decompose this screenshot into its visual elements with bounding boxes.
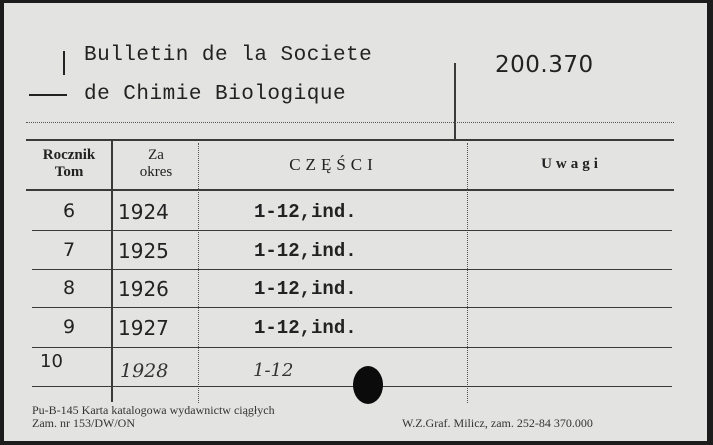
row-rule	[32, 269, 672, 270]
czesci-cell: 1-12,ind.	[254, 240, 357, 262]
col-separator-2	[198, 143, 199, 403]
year-cell: 1927	[118, 316, 169, 340]
row-rule	[32, 230, 672, 231]
row-rule	[32, 386, 672, 387]
corner-mark-vertical	[63, 51, 65, 75]
header-okres: okres	[139, 164, 173, 180]
table-top-rule	[26, 139, 674, 141]
header-za: Za	[148, 147, 164, 163]
row-rule	[32, 347, 672, 348]
tom-cell: 6	[62, 200, 76, 222]
footer-printer: W.Z.Graf. Milicz, zam. 252-84 370.000	[402, 416, 593, 430]
header-rocznik: Rocznik	[42, 147, 96, 163]
year-cell: 1926	[118, 277, 169, 301]
punch-hole	[353, 366, 383, 404]
czesci-cell: 1-12,ind.	[254, 278, 357, 300]
col-separator-3	[467, 143, 468, 403]
tom-cell: 9	[62, 316, 76, 338]
title-line-2: de Chimie Biologique	[84, 83, 347, 106]
row-rule	[32, 307, 672, 308]
header-bottom-rule	[26, 189, 674, 191]
title-underline	[26, 122, 674, 123]
header-czesci: CZĘŚCI	[289, 155, 378, 174]
czesci-cell: 1-12,ind.	[254, 201, 357, 223]
footer-form-number: Pu-B-145 Karta katalogowa wydawnictw ciągłych	[32, 403, 275, 417]
shelfmark: 200.370	[495, 52, 594, 78]
header-za-okres	[113, 147, 199, 181]
catalog-card	[4, 3, 707, 441]
czesci-cell: 1-12,ind.	[254, 317, 357, 339]
tom-cell: 10	[40, 351, 63, 372]
corner-mark-horizontal	[29, 94, 67, 96]
title-divider	[454, 63, 456, 139]
title-line-1: Bulletin de la Societe	[84, 44, 373, 67]
tom-cell: 8	[62, 277, 76, 299]
header-uwagi: Uwagi	[541, 156, 602, 172]
year-cell: 1925	[118, 239, 169, 263]
header-tom: Tom	[54, 164, 84, 180]
year-cell: 1924	[118, 200, 169, 224]
czesci-cell-handwritten: 1-12	[253, 360, 294, 381]
tom-cell: 7	[62, 239, 76, 261]
footer-order-number: Zam. nr 153/DW/ON	[32, 416, 135, 430]
year-cell-handwritten: 1928	[120, 360, 169, 382]
header-rocznik-tom	[26, 147, 112, 181]
